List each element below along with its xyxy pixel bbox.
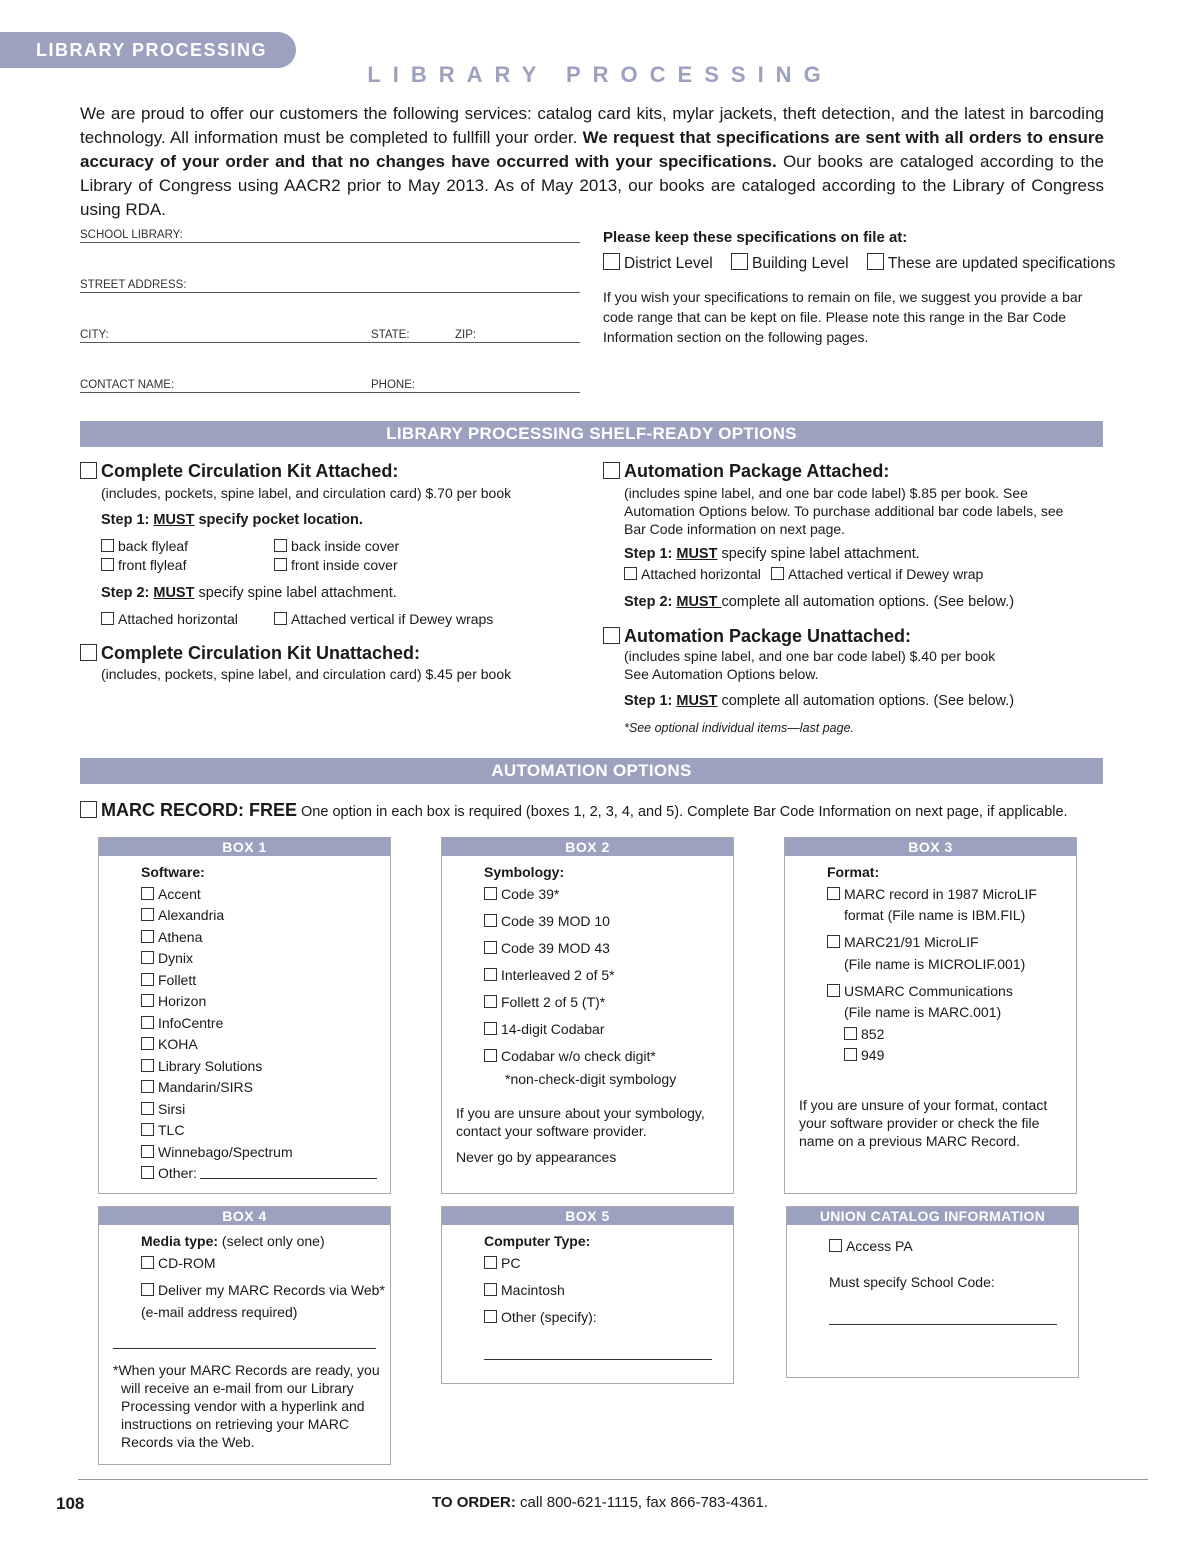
option-label: front flyleaf bbox=[118, 557, 187, 573]
must-text: MUST bbox=[676, 594, 722, 610]
building-level-label: Building Level bbox=[752, 255, 849, 272]
option-label: USMARC Communications bbox=[844, 983, 1013, 999]
auto-unattached-title: Automation Package Unattached: bbox=[624, 626, 912, 646]
option-label: Alexandria bbox=[158, 907, 225, 923]
section-tab: LIBRARY PROCESSING bbox=[0, 32, 296, 68]
auto-unattached-checkbox[interactable] bbox=[603, 627, 620, 644]
pocket-front-flyleaf[interactable] bbox=[101, 557, 186, 573]
software-option[interactable] bbox=[141, 1079, 253, 1095]
software-option[interactable] bbox=[141, 972, 196, 988]
auto-attached-step2 bbox=[624, 594, 1014, 610]
software-option[interactable] bbox=[141, 886, 201, 902]
checkbox[interactable] bbox=[771, 567, 784, 580]
checkbox[interactable] bbox=[141, 1102, 154, 1115]
web-delivery-note: *When your MARC Records are ready, you will receive an e-mail from our Library Processing vendor with a hyperlink and instructions on retrieving your MARC Records via the Web. bbox=[113, 1362, 380, 1450]
automation-bar: AUTOMATION OPTIONS bbox=[80, 758, 1103, 784]
step-text: specify spine label attachment. bbox=[194, 585, 397, 601]
checkbox[interactable] bbox=[141, 908, 154, 921]
computer-option-pc[interactable] bbox=[484, 1255, 520, 1271]
option-label: 949 bbox=[861, 1047, 885, 1063]
other-software-input-line[interactable] bbox=[200, 1178, 377, 1179]
checkbox[interactable] bbox=[484, 1256, 497, 1269]
page-number: 108 bbox=[56, 1494, 85, 1513]
box-3 bbox=[784, 837, 1077, 1194]
auto-attached-step1 bbox=[624, 546, 920, 562]
symbology-option[interactable] bbox=[484, 913, 610, 929]
auto-attached-option[interactable] bbox=[603, 461, 889, 482]
checkbox[interactable] bbox=[141, 1080, 154, 1093]
option-label: Other: bbox=[158, 1165, 197, 1181]
intro-paragraph bbox=[80, 102, 1104, 222]
computer-option-mac[interactable] bbox=[484, 1282, 565, 1298]
software-option-other[interactable] bbox=[141, 1165, 197, 1181]
media-option-web[interactable] bbox=[141, 1282, 385, 1298]
software-option[interactable] bbox=[141, 1144, 293, 1160]
street-address-field[interactable] bbox=[80, 279, 580, 293]
order-text: call 800-621-1115, fax 866-783-4361. bbox=[515, 1494, 769, 1511]
zip-label: ZIP: bbox=[455, 329, 477, 341]
pocket-back-inside-cover[interactable] bbox=[274, 538, 399, 554]
district-level-checkbox[interactable] bbox=[603, 253, 620, 270]
kit-attached-option[interactable] bbox=[80, 461, 398, 482]
option-label: Interleaved 2 of 5* bbox=[501, 967, 615, 983]
order-info bbox=[0, 1494, 1200, 1511]
auto-unattached-desc2: See Automation Options below. bbox=[624, 666, 819, 682]
option-label: Follett 2 of 5 (T)* bbox=[501, 994, 606, 1010]
option-label: Library Solutions bbox=[158, 1058, 263, 1074]
software-option[interactable] bbox=[141, 950, 193, 966]
checkbox[interactable] bbox=[484, 1283, 497, 1296]
option-label: Attached horizontal bbox=[118, 611, 238, 627]
box-4-header: BOX 4 bbox=[99, 1207, 390, 1225]
computer-type-label: Computer Type: bbox=[484, 1233, 591, 1249]
email-required-note: (e-mail address required) bbox=[141, 1304, 298, 1320]
checkbox[interactable] bbox=[844, 1048, 857, 1061]
option-label: Dynix bbox=[158, 950, 194, 966]
city-state-zip-field[interactable] bbox=[80, 329, 580, 343]
checkbox[interactable] bbox=[141, 887, 154, 900]
box-2-header: BOX 2 bbox=[442, 838, 733, 856]
checkbox[interactable] bbox=[141, 1123, 154, 1136]
checkbox[interactable] bbox=[141, 1016, 154, 1029]
format-option-marc21[interactable] bbox=[827, 934, 979, 950]
district-level-option[interactable] bbox=[603, 255, 713, 272]
format-option-desc: (File name is MARC.001) bbox=[844, 1004, 1002, 1020]
building-level-option[interactable] bbox=[731, 255, 849, 272]
option-label: Winnebago/Spectrum bbox=[158, 1144, 293, 1160]
file-spec-heading: Please keep these specifications on file at: bbox=[603, 229, 908, 246]
checkbox[interactable] bbox=[274, 558, 287, 571]
intro-text: We are proud to offer our customers the following services: catalog card kits, mylar jackets, theft detection, and the latest in barcoding technology. All information must be completed to fullfill your order. bbox=[80, 104, 1104, 147]
state-label: STATE: bbox=[371, 329, 410, 341]
step-label: Step 2: bbox=[101, 585, 154, 601]
box-2 bbox=[441, 837, 734, 1194]
checkbox[interactable] bbox=[827, 984, 840, 997]
option-label: Codabar w/o check digit* bbox=[501, 1048, 656, 1064]
city-label: CITY: bbox=[80, 329, 109, 341]
intro-bold-text: We request that specifications are sent with all orders to ensure accuracy of your order and that no changes have occurred with your specifications. bbox=[80, 128, 1104, 171]
format-suboption-949[interactable] bbox=[844, 1047, 884, 1063]
software-option[interactable] bbox=[141, 1015, 223, 1031]
symbology-label: Symbology: bbox=[484, 864, 565, 880]
district-level-label: District Level bbox=[624, 255, 713, 272]
symbology-footnote: *non-check-digit symbology bbox=[505, 1071, 677, 1087]
checkbox[interactable] bbox=[484, 941, 497, 954]
option-label: Code 39* bbox=[501, 886, 560, 902]
option-label: Code 39 MOD 43 bbox=[501, 940, 610, 956]
option-label: InfoCentre bbox=[158, 1015, 224, 1031]
auto-attach-horizontal[interactable] bbox=[624, 566, 761, 582]
option-label: back flyleaf bbox=[118, 538, 189, 554]
checkbox[interactable] bbox=[274, 612, 287, 625]
kit-unattached-title: Complete Circulation Kit Unattached: bbox=[101, 643, 421, 663]
box-3-header: BOX 3 bbox=[785, 838, 1076, 856]
checkbox[interactable] bbox=[141, 930, 154, 943]
checkbox[interactable] bbox=[141, 1059, 154, 1072]
option-label: 14-digit Codabar bbox=[501, 1021, 605, 1037]
software-label: Software: bbox=[141, 864, 205, 880]
school-code-label: Must specify School Code: bbox=[829, 1274, 995, 1290]
step-label: Step 1: bbox=[101, 512, 154, 528]
kit-attach-horizontal[interactable] bbox=[101, 611, 238, 627]
box-5 bbox=[441, 1206, 734, 1384]
format-option-desc: (File name is MICROLIF.001) bbox=[844, 956, 1026, 972]
auto-attached-checkbox[interactable] bbox=[603, 462, 620, 479]
street-address-label: STREET ADDRESS: bbox=[80, 279, 187, 291]
option-label: TLC bbox=[158, 1122, 185, 1138]
checkbox[interactable] bbox=[827, 887, 840, 900]
checkbox[interactable] bbox=[101, 539, 114, 552]
kit-unattached-desc: (includes, pockets, spine label, and circulation card) $.45 per book bbox=[101, 666, 512, 682]
union-catalog-box bbox=[786, 1206, 1079, 1378]
checkbox[interactable] bbox=[484, 914, 497, 927]
phone-label: PHONE: bbox=[371, 379, 416, 391]
option-label: KOHA bbox=[158, 1036, 198, 1052]
updated-specs-option[interactable] bbox=[867, 255, 1115, 272]
box-4 bbox=[98, 1206, 391, 1465]
symbology-option[interactable] bbox=[484, 940, 610, 956]
step-text: complete all automation options. (See below.) bbox=[717, 693, 1015, 709]
option-label: Deliver my MARC Records via Web* bbox=[158, 1282, 385, 1298]
option-label: front inside cover bbox=[291, 557, 398, 573]
symbology-option[interactable] bbox=[484, 1048, 656, 1064]
format-option-desc: format (File name is IBM.FIL) bbox=[844, 907, 1026, 923]
school-code-input-line[interactable] bbox=[829, 1324, 1057, 1325]
option-label: Access PA bbox=[846, 1238, 913, 1254]
checkbox[interactable] bbox=[274, 539, 287, 552]
checkbox[interactable] bbox=[827, 935, 840, 948]
must-text: MUST bbox=[676, 546, 718, 562]
media-type-label bbox=[141, 1233, 325, 1249]
kit-unattached-option[interactable] bbox=[80, 643, 420, 664]
checkbox[interactable] bbox=[141, 951, 154, 964]
email-input-line[interactable] bbox=[113, 1348, 376, 1349]
kit-attach-vertical[interactable] bbox=[274, 611, 493, 627]
school-library-label: SCHOOL LIBRARY: bbox=[80, 229, 183, 241]
footer-divider bbox=[78, 1479, 1148, 1480]
contact-name-label: CONTACT NAME: bbox=[80, 379, 175, 391]
pocket-back-flyleaf[interactable] bbox=[101, 538, 188, 554]
box-5-header: BOX 5 bbox=[442, 1207, 733, 1225]
checkbox[interactable] bbox=[484, 1310, 497, 1323]
auto-unattached-desc1: (includes spine label, and one bar code label) $.40 per book bbox=[624, 648, 996, 664]
symbology-note: If you are unsure about your symbology, contact your software provider. bbox=[456, 1105, 705, 1139]
checkbox[interactable] bbox=[101, 558, 114, 571]
option-label: Other (specify): bbox=[501, 1309, 597, 1325]
option-label: Code 39 MOD 10 bbox=[501, 913, 610, 929]
marc-record-option[interactable] bbox=[80, 800, 1068, 821]
intro-text-2: Our books are cataloged according to the Library of Congress using AACR2 prior to May 2013. As of May 2013, our books are cataloged according to the Library of Congress using RDA. bbox=[80, 152, 1104, 219]
shelf-ready-bar: LIBRARY PROCESSING SHELF-READY OPTIONS bbox=[80, 421, 1103, 447]
kit-attached-desc: (includes, pockets, spine label, and circulation card) $.70 per book bbox=[101, 485, 512, 501]
appearances-note: Never go by appearances bbox=[456, 1149, 617, 1165]
option-label: Macintosh bbox=[501, 1282, 565, 1298]
school-library-field[interactable] bbox=[80, 229, 580, 243]
auto-attached-title: Automation Package Attached: bbox=[624, 461, 890, 481]
other-computer-input-line[interactable] bbox=[484, 1359, 712, 1360]
option-label: 852 bbox=[861, 1026, 885, 1042]
software-option[interactable] bbox=[141, 1101, 185, 1117]
software-option[interactable] bbox=[141, 993, 206, 1009]
checkbox[interactable] bbox=[141, 994, 154, 1007]
auto-unattached-option[interactable] bbox=[603, 626, 911, 647]
step-text: specify pocket location. bbox=[194, 512, 363, 528]
checkbox[interactable] bbox=[141, 1145, 154, 1158]
format-label: Format: bbox=[827, 864, 880, 880]
checkbox[interactable] bbox=[484, 995, 497, 1008]
option-label: MARC21/91 MicroLIF bbox=[844, 934, 979, 950]
building-level-checkbox[interactable] bbox=[731, 253, 748, 270]
option-label: Horizon bbox=[158, 993, 207, 1009]
box-1-header: BOX 1 bbox=[99, 838, 390, 856]
file-spec-note: If you wish your specifications to remain on file, we suggest you provide a bar code range that can be kept on file. Please note this range in the Bar Code Information section on the following pages. bbox=[603, 289, 1083, 345]
symbology-option[interactable] bbox=[484, 994, 605, 1010]
software-option[interactable] bbox=[141, 929, 202, 945]
order-label: TO ORDER: bbox=[431, 1494, 516, 1511]
software-option[interactable] bbox=[141, 907, 224, 923]
optional-items-note: *See optional individual items—last page. bbox=[624, 721, 854, 735]
checkbox[interactable] bbox=[141, 973, 154, 986]
option-label: CD-ROM bbox=[158, 1255, 216, 1271]
checkbox[interactable] bbox=[141, 1256, 154, 1269]
pocket-front-inside-cover[interactable] bbox=[274, 557, 398, 573]
box-1 bbox=[98, 837, 391, 1194]
checkbox[interactable] bbox=[484, 968, 497, 981]
symbology-option[interactable] bbox=[484, 886, 559, 902]
marc-record-desc: One option in each box is required (boxes 1, 2, 3, 4, and 5). Complete Bar Code Information on next page, if applicable. bbox=[297, 804, 1068, 820]
auto-attach-vertical[interactable] bbox=[771, 566, 983, 582]
checkbox[interactable] bbox=[141, 1166, 154, 1179]
format-option-usmarc[interactable] bbox=[827, 983, 1013, 999]
option-label: Follett bbox=[158, 972, 197, 988]
software-option[interactable] bbox=[141, 1122, 184, 1138]
option-label: MARC record in 1987 MicroLIF bbox=[844, 886, 1037, 902]
must-text: MUST bbox=[153, 512, 195, 528]
updated-specs-checkbox[interactable] bbox=[867, 253, 884, 270]
symbology-option[interactable] bbox=[484, 1021, 605, 1037]
step-label: Step 1: bbox=[624, 693, 677, 709]
symbology-option[interactable] bbox=[484, 967, 615, 983]
software-option[interactable] bbox=[141, 1058, 262, 1074]
option-label: Attached horizontal bbox=[641, 566, 761, 582]
marc-record-checkbox[interactable] bbox=[80, 801, 97, 818]
auto-attached-desc: (includes spine label, and one bar code label) $.85 per book. See Automation Options below. To purchase additional bar code labels, see Bar Code information on next page. bbox=[624, 485, 1064, 537]
updated-specs-label: These are updated specifications bbox=[887, 255, 1116, 272]
checkbox[interactable] bbox=[844, 1027, 857, 1040]
kit-attached-title: Complete Circulation Kit Attached: bbox=[101, 461, 399, 481]
checkbox[interactable] bbox=[484, 1049, 497, 1062]
software-option[interactable] bbox=[141, 1036, 198, 1052]
marc-record-title: MARC RECORD: FREE bbox=[101, 800, 297, 820]
kit-attached-step1 bbox=[101, 512, 363, 528]
step-label: Step 2: bbox=[624, 594, 677, 610]
checkbox[interactable] bbox=[141, 1283, 154, 1296]
media-type-label-text: Media type: bbox=[141, 1233, 219, 1249]
kit-attached-step2 bbox=[101, 585, 397, 601]
auto-unattached-step1 bbox=[624, 693, 1014, 709]
checkbox[interactable] bbox=[829, 1239, 842, 1252]
checkbox[interactable] bbox=[484, 1022, 497, 1035]
step-text: complete all automation options. (See below.) bbox=[721, 594, 1015, 610]
option-label: Sirsi bbox=[158, 1101, 186, 1117]
option-label: Attached vertical if Dewey wrap bbox=[788, 566, 984, 582]
file-spec-options bbox=[603, 253, 1115, 273]
option-label: Athena bbox=[158, 929, 203, 945]
computer-option-other[interactable] bbox=[484, 1309, 597, 1325]
format-option-microlif-1987[interactable] bbox=[827, 886, 1037, 902]
kit-attached-checkbox[interactable] bbox=[80, 462, 97, 479]
option-label: Attached vertical if Dewey wraps bbox=[291, 611, 494, 627]
checkbox[interactable] bbox=[141, 1037, 154, 1050]
must-text: MUST bbox=[676, 693, 718, 709]
union-catalog-header: UNION CATALOG INFORMATION bbox=[787, 1207, 1078, 1225]
option-label: PC bbox=[501, 1255, 521, 1271]
option-label: Mandarin/SIRS bbox=[158, 1079, 253, 1095]
kit-unattached-checkbox[interactable] bbox=[80, 644, 97, 661]
page-title: LIBRARY PROCESSING bbox=[367, 62, 833, 87]
access-pa-option[interactable] bbox=[829, 1238, 913, 1254]
must-text: MUST bbox=[153, 585, 195, 601]
format-note: If you are unsure of your format, contact your software provider or check the file name on a previous MARC Record. bbox=[799, 1097, 1048, 1149]
media-option-cd-rom[interactable] bbox=[141, 1255, 216, 1271]
option-label: Accent bbox=[158, 886, 201, 902]
step-text: specify spine label attachment. bbox=[717, 546, 920, 562]
checkbox[interactable] bbox=[484, 887, 497, 900]
format-suboption-852[interactable] bbox=[844, 1026, 884, 1042]
checkbox[interactable] bbox=[101, 612, 114, 625]
step-label: Step 1: bbox=[624, 546, 677, 562]
media-type-label-note: (select only one) bbox=[218, 1233, 325, 1249]
checkbox[interactable] bbox=[624, 567, 637, 580]
option-label: back inside cover bbox=[291, 538, 400, 554]
